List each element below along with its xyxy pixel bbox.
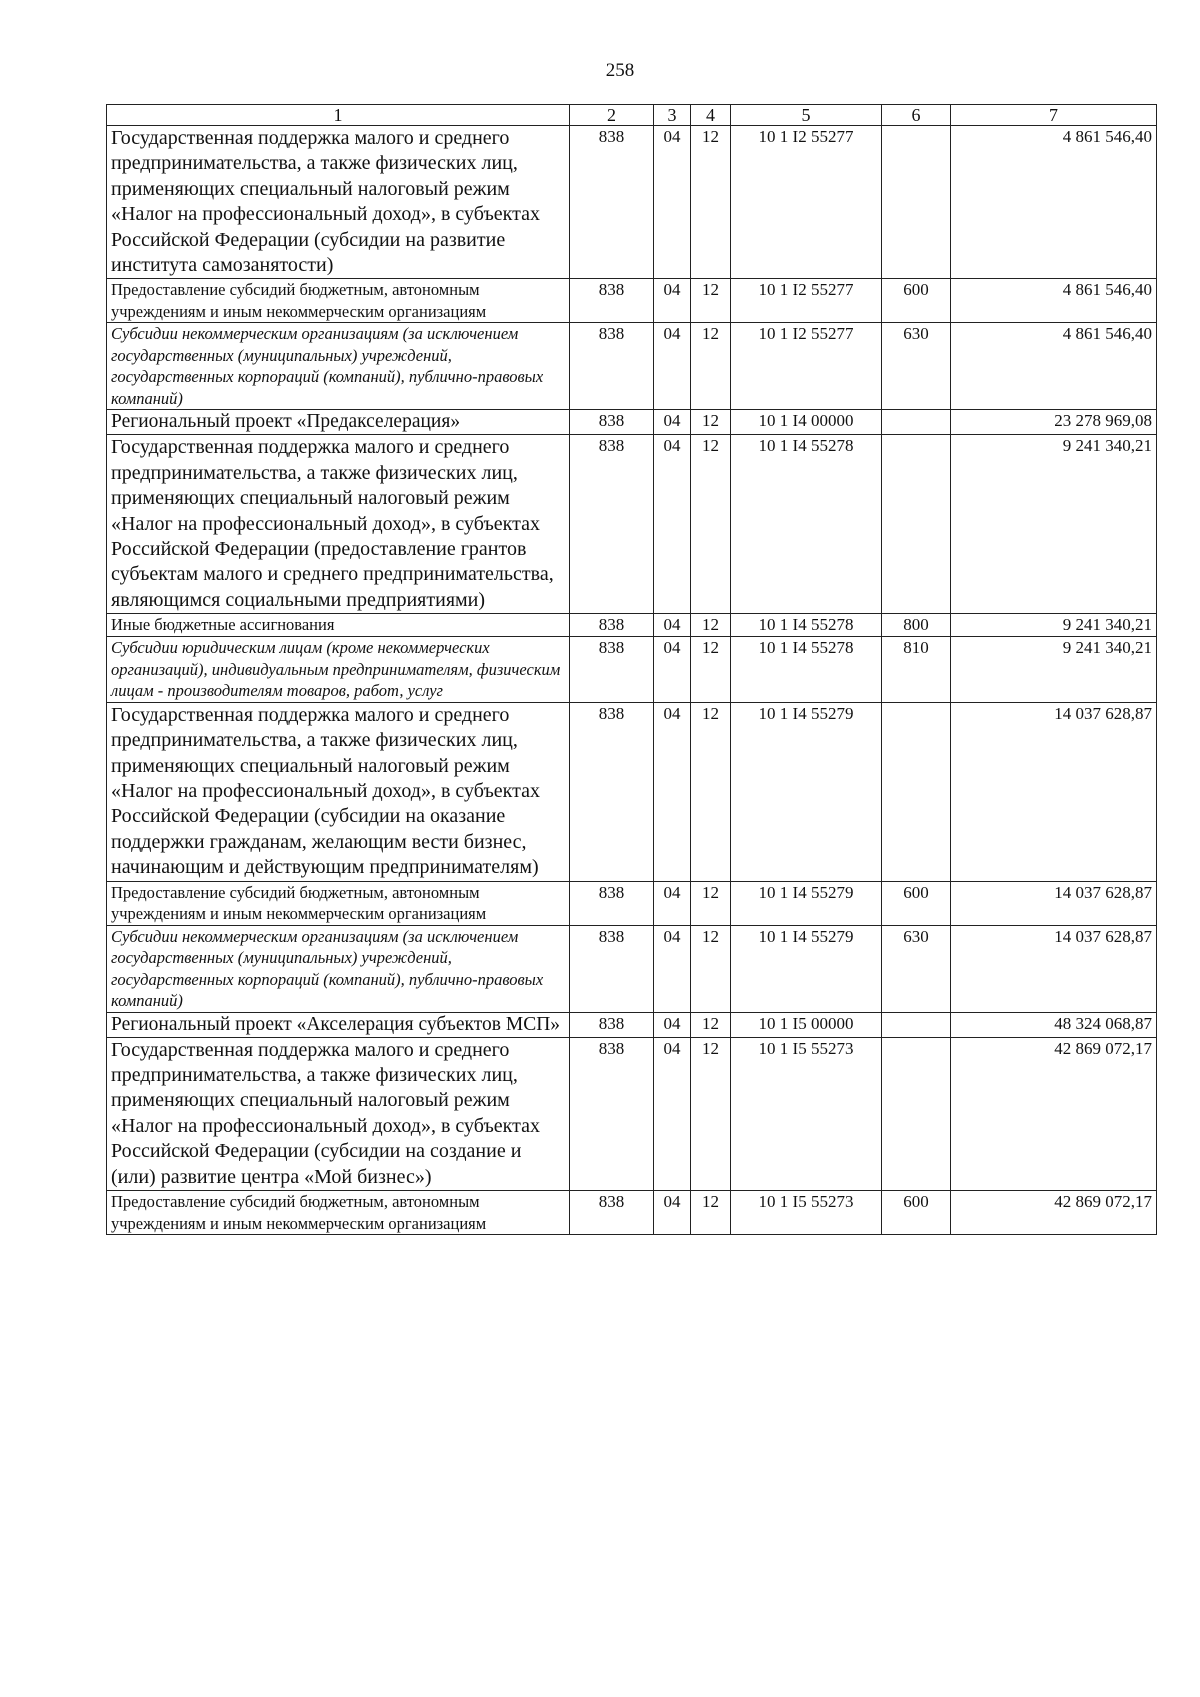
cell-col-6	[882, 126, 951, 279]
row-name: Предоставление субсидий бюджетным, автономным учреждениям и иным некоммерческим организациям	[107, 279, 570, 323]
cell-col-3: 04	[654, 410, 691, 435]
cell-col-3: 04	[654, 126, 691, 279]
cell-col-4: 12	[691, 1037, 731, 1190]
row-name: Государственная поддержка малого и среднего предпринимательства, а также физических лиц, применяющих специальный налоговый режим «Налог на профессиональный доход», в субъектах Российской Федерации (субсидии на создание и (или) развитие центра «Мой бизнес»)	[107, 1037, 570, 1190]
cell-col-6	[882, 1037, 951, 1190]
cell-col-5: 10 1 I4 55279	[731, 925, 882, 1012]
table-row	[107, 1191, 1157, 1235]
cell-col-2: 838	[570, 1037, 654, 1190]
cell-col-4: 12	[691, 925, 731, 1012]
cell-col-7: 14 037 628,87	[951, 925, 1157, 1012]
cell-col-2: 838	[570, 435, 654, 614]
page-number: 258	[605, 60, 635, 81]
cell-col-3: 04	[654, 279, 691, 323]
cell-col-3: 04	[654, 702, 691, 881]
cell-col-3: 04	[654, 1191, 691, 1235]
cell-col-2: 838	[570, 279, 654, 323]
cell-col-5: 10 1 I4 55278	[731, 614, 882, 637]
header-col-5: 5	[731, 105, 882, 126]
header-col-6: 6	[882, 105, 951, 126]
cell-col-5: 10 1 I2 55277	[731, 279, 882, 323]
cell-col-4: 12	[691, 881, 731, 925]
cell-col-5: 10 1 I2 55277	[731, 126, 882, 279]
cell-col-7: 4 861 546,40	[951, 126, 1157, 279]
cell-col-5: 10 1 I5 55273	[731, 1037, 882, 1190]
cell-col-2: 838	[570, 614, 654, 637]
cell-col-2: 838	[570, 637, 654, 703]
cell-col-7: 4 861 546,40	[951, 279, 1157, 323]
row-name: Государственная поддержка малого и среднего предпринимательства, а также физических лиц, применяющих специальный налоговый режим «Налог на профессиональный доход», в субъектах Российской Федерации (субсидии на развитие института самозанятости)	[107, 126, 570, 279]
cell-col-4: 12	[691, 126, 731, 279]
cell-col-6: 630	[882, 925, 951, 1012]
header-col-7: 7	[951, 105, 1157, 126]
cell-col-7: 14 037 628,87	[951, 702, 1157, 881]
header-row	[107, 105, 1157, 126]
cell-col-5: 10 1 I4 00000	[731, 410, 882, 435]
table-row	[107, 435, 1157, 614]
cell-col-7: 42 869 072,17	[951, 1191, 1157, 1235]
header-col-1: 1	[107, 105, 570, 126]
cell-col-4: 12	[691, 279, 731, 323]
cell-col-4: 12	[691, 1012, 731, 1037]
cell-col-5: 10 1 I2 55277	[731, 323, 882, 410]
row-name: Предоставление субсидий бюджетным, автономным учреждениям и иным некоммерческим организациям	[107, 1191, 570, 1235]
row-name: Субсидии юридическим лицам (кроме некоммерческих организаций), индивидуальным предпринимателям, физическим лицам - производителям товаров, работ, услуг	[107, 637, 570, 703]
cell-col-6	[882, 1012, 951, 1037]
cell-col-3: 04	[654, 637, 691, 703]
cell-col-7: 14 037 628,87	[951, 881, 1157, 925]
cell-col-7: 9 241 340,21	[951, 435, 1157, 614]
row-name: Региональный проект «Акселерация субъектов МСП»	[107, 1012, 570, 1037]
row-name: Региональный проект «Предакселерация»	[107, 410, 570, 435]
cell-col-3: 04	[654, 614, 691, 637]
row-name: Иные бюджетные ассигнования	[107, 614, 570, 637]
cell-col-7: 48 324 068,87	[951, 1012, 1157, 1037]
cell-col-4: 12	[691, 637, 731, 703]
cell-col-4: 12	[691, 614, 731, 637]
table-row	[107, 881, 1157, 925]
cell-col-6	[882, 702, 951, 881]
cell-col-5: 10 1 I5 00000	[731, 1012, 882, 1037]
cell-col-4: 12	[691, 702, 731, 881]
budget-table	[106, 104, 1157, 1235]
cell-col-4: 12	[691, 435, 731, 614]
table-row	[107, 126, 1157, 279]
table-row	[107, 637, 1157, 703]
table-row	[107, 1037, 1157, 1190]
row-name: Субсидии некоммерческим организациям (за исключением государственных (муниципальных) учреждений, государственных корпораций (компаний), публично-правовых компаний)	[107, 323, 570, 410]
table-row	[107, 702, 1157, 881]
row-name: Предоставление субсидий бюджетным, автономным учреждениям и иным некоммерческим организациям	[107, 881, 570, 925]
cell-col-6	[882, 435, 951, 614]
cell-col-6: 600	[882, 1191, 951, 1235]
cell-col-6: 600	[882, 279, 951, 323]
cell-col-7: 9 241 340,21	[951, 614, 1157, 637]
cell-col-4: 12	[691, 410, 731, 435]
cell-col-6: 630	[882, 323, 951, 410]
cell-col-4: 12	[691, 1191, 731, 1235]
cell-col-3: 04	[654, 1037, 691, 1190]
row-name: Государственная поддержка малого и среднего предпринимательства, а также физических лиц, применяющих специальный налоговый режим «Налог на профессиональный доход», в субъектах Российской Федерации (субсидии на оказание поддержки гражданам, желающим вести бизнес, начинающим и действующим предпринимателям)	[107, 702, 570, 881]
cell-col-5: 10 1 I5 55273	[731, 1191, 882, 1235]
row-name: Государственная поддержка малого и среднего предпринимательства, а также физических лиц, применяющих специальный налоговый режим «Налог на профессиональный доход», в субъектах Российской Федерации (предоставление грантов субъектам малого и среднего предпринимательства, являющимся социальными предприятиями)	[107, 435, 570, 614]
table-row	[107, 410, 1157, 435]
cell-col-5: 10 1 I4 55279	[731, 881, 882, 925]
cell-col-2: 838	[570, 1012, 654, 1037]
cell-col-5: 10 1 I4 55279	[731, 702, 882, 881]
cell-col-6: 810	[882, 637, 951, 703]
cell-col-4: 12	[691, 323, 731, 410]
cell-col-2: 838	[570, 881, 654, 925]
cell-col-6: 600	[882, 881, 951, 925]
cell-col-3: 04	[654, 925, 691, 1012]
cell-col-5: 10 1 I4 55278	[731, 435, 882, 614]
cell-col-6: 800	[882, 614, 951, 637]
cell-col-3: 04	[654, 1012, 691, 1037]
table-row	[107, 323, 1157, 410]
cell-col-3: 04	[654, 881, 691, 925]
table-row	[107, 1012, 1157, 1037]
cell-col-2: 838	[570, 1191, 654, 1235]
cell-col-2: 838	[570, 410, 654, 435]
header-col-3: 3	[654, 105, 691, 126]
table-row	[107, 279, 1157, 323]
cell-col-7: 4 861 546,40	[951, 323, 1157, 410]
cell-col-3: 04	[654, 435, 691, 614]
header-col-4: 4	[691, 105, 731, 126]
cell-col-5: 10 1 I4 55278	[731, 637, 882, 703]
row-name: Субсидии некоммерческим организациям (за исключением государственных (муниципальных) учреждений, государственных корпораций (компаний), публично-правовых компаний)	[107, 925, 570, 1012]
cell-col-2: 838	[570, 702, 654, 881]
cell-col-7: 23 278 969,08	[951, 410, 1157, 435]
cell-col-7: 9 241 340,21	[951, 637, 1157, 703]
cell-col-3: 04	[654, 323, 691, 410]
table-row	[107, 925, 1157, 1012]
cell-col-7: 42 869 072,17	[951, 1037, 1157, 1190]
table-row	[107, 614, 1157, 637]
header-col-2: 2	[570, 105, 654, 126]
table-body	[107, 126, 1157, 1235]
cell-col-2: 838	[570, 925, 654, 1012]
cell-col-2: 838	[570, 323, 654, 410]
cell-col-2: 838	[570, 126, 654, 279]
cell-col-6	[882, 410, 951, 435]
